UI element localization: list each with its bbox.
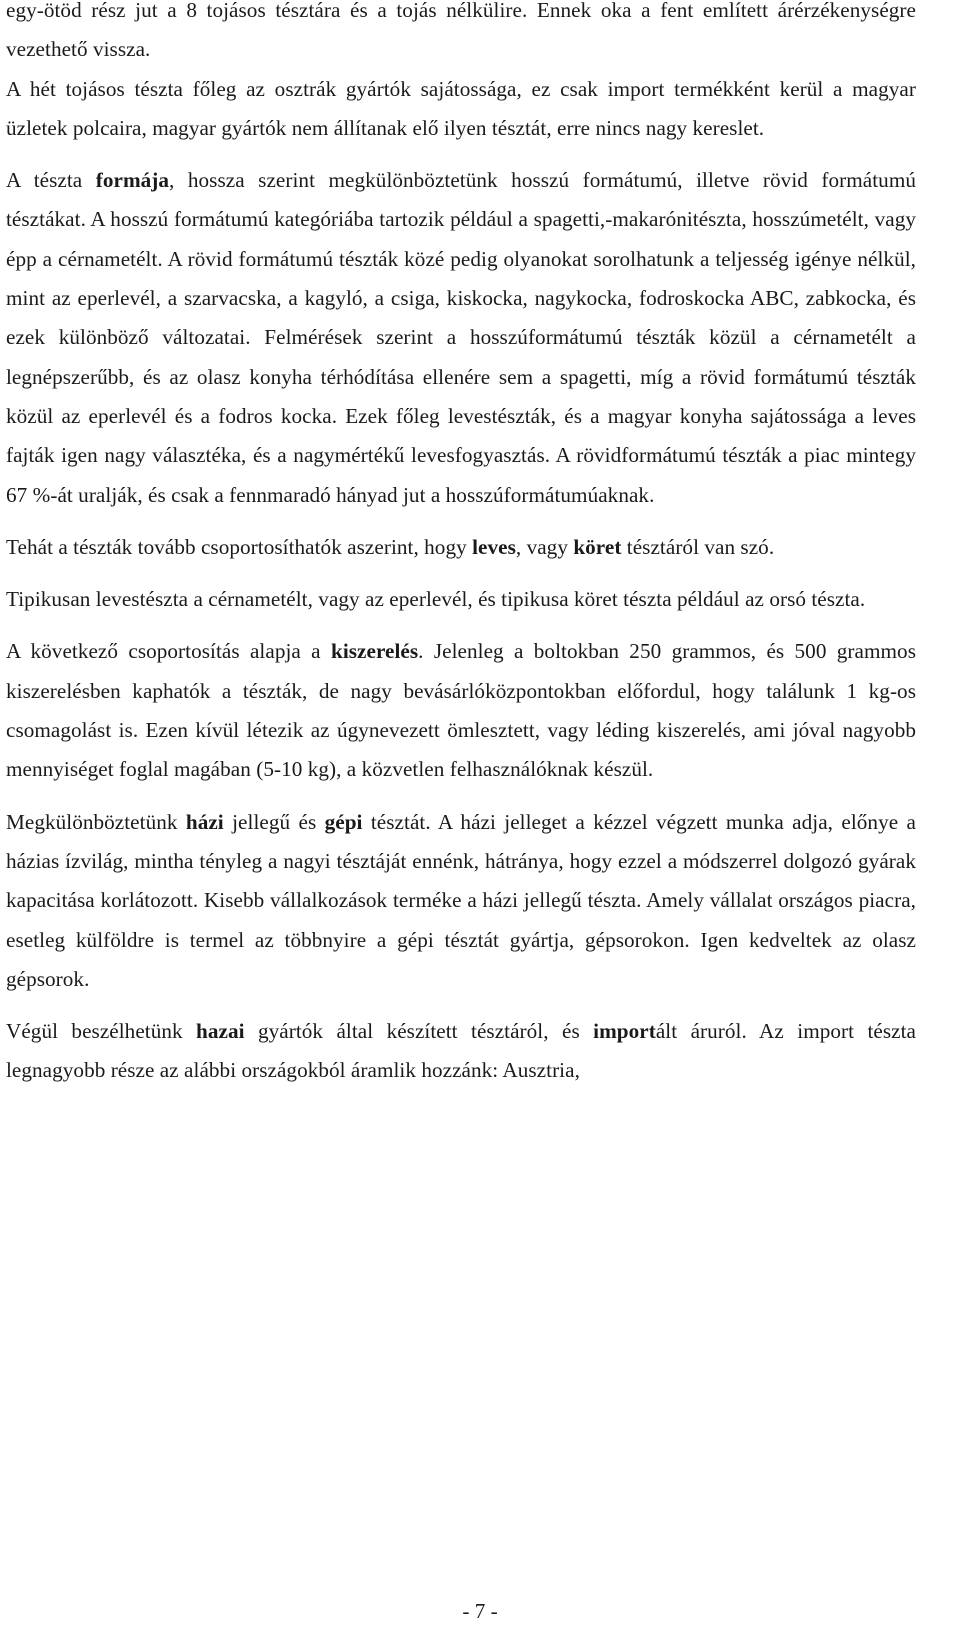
body-text [6, 0, 916, 1104]
text-run: jellegű és [223, 809, 325, 834]
paragraph-domestic-import [6, 1012, 916, 1091]
bold-term-hazai: hazai [196, 1019, 245, 1044]
paragraph-home-machine [6, 803, 916, 999]
text-run: A következő csoportosítás alapja a [6, 639, 331, 664]
text-run: . Jelenleg a boltokban 250 grammos, és 500 grammos kiszerelésben kaphatók a tészták, de nagy bevásárlóközpontokban előfordul, hogy találunk 1 kg-os csomagolást is. Ezen kívül létezik az úgynevezett ömlesztett, vagy léding kiszerelés, ami jóval nagyobb mennyiséget foglal magában (5-10 kg), a közvetlen felhasználóknak készül. [6, 639, 916, 782]
text-run: Tipikusan levestészta a cérnametélt, vagy az eperlevél, és tipikusa köret tészta például az orsó tészta. [6, 587, 866, 612]
paragraph-pasta-shape [6, 161, 916, 515]
text-run: , vagy [515, 534, 574, 559]
paragraph-1b [6, 70, 916, 149]
text-run: Végül beszélhetünk [6, 1019, 197, 1044]
bold-term-hazi: házi [185, 809, 224, 834]
bold-term-koret: köret [573, 534, 622, 559]
bold-term-forma: formája [95, 168, 170, 193]
bold-term-gepi: gépi [324, 809, 363, 834]
bold-term-import: import [593, 1019, 656, 1044]
text-run: gyártók által készített tésztáról, és [244, 1019, 594, 1044]
page-number: - 7 - [462, 1599, 498, 1623]
text-run: Megkülönböztetünk [6, 809, 186, 834]
bold-term-kiszereles: kiszerelés [330, 639, 419, 664]
paragraph-1a-text: egy-ötöd rész jut a 8 tojásos tésztára és a tojás nélkülire. Ennek oka a fent említett árérzékenységre vezethető vissza. [6, 0, 916, 62]
bold-term-leves: leves [472, 534, 516, 559]
text-run: Tehát a tészták tovább csoportosíthatók aszerint, hogy [6, 534, 473, 559]
text-run: A tészta [6, 168, 96, 193]
text-run: tésztáról van szó. [621, 534, 775, 559]
paragraph-1a [6, 0, 916, 70]
text-run: tésztát. A házi jelleget a kézzel végzett munka adja, előnye a házias ízvilág, mintha tényleg a nagyi tésztáját ennénk, hátránya, hogy ezzel a módszerrel dolgozó gyárak kapacitása korlátozott. Kisebb vállalkozások terméke a házi jellegű tészta. Amely vállalat országos piacra, esetleg külföldre is termel az többnyire a gépi tésztát gyártja, gépsorokon. Igen kedveltek az olasz gépsorok. [6, 809, 916, 991]
paragraph-typical [6, 580, 916, 619]
text-run: ált áruról. Az import tészta legnagyobb része az alábbi országokból áramlik hozzánk: Ausztria, [6, 1019, 916, 1083]
paragraph-1b-text: A hét tojásos tészta főleg az osztrák gyártók sajátossága, ez csak import termékként kerül a magyar üzletek polcaira, magyar gyártók nem állítanak elő ilyen tésztát, erre nincs nagy kereslet. [6, 76, 916, 140]
text-run: , hossza szerint megkülönböztetünk hosszú formátumú, illetve rövid formátumú tésztákat. A hosszú formátumú kategóriába tartozik például a spagetti,-makarónitészta, hosszúmetélt, vagy épp a cérnametélt. A rövid formátumú tészták közé pedig olyanokat sorolhatunk a teljesség igénye nélkül, mint az eperlevél, a szarvacska, a kagyló, a csiga, kiskocka, nagykocka, fodroskocka ABC, zabkocka, és ezek különböző változatai. Felmérések szerint a hosszúformátumú tészták közül a cérnametélt a legnépszerűbb, és az olasz konyha térhódítása ellenére sem a spagetti, míg a rövid formátumú tészták közül az eperlevél és a fodros kocka. Ezek főleg levestészták, és a magyar konyha sajátossága a leves fajták igen nagy választéka, és a nagymértékű levesfogyasztás. A rövidformátumú tészták a piac mintegy 67 %-át uralják, és csak a fennmaradó hányad jut a hosszúformátumúaknak. [6, 168, 916, 507]
paragraph-soup-side [6, 528, 916, 567]
paragraph-packaging [6, 632, 916, 789]
